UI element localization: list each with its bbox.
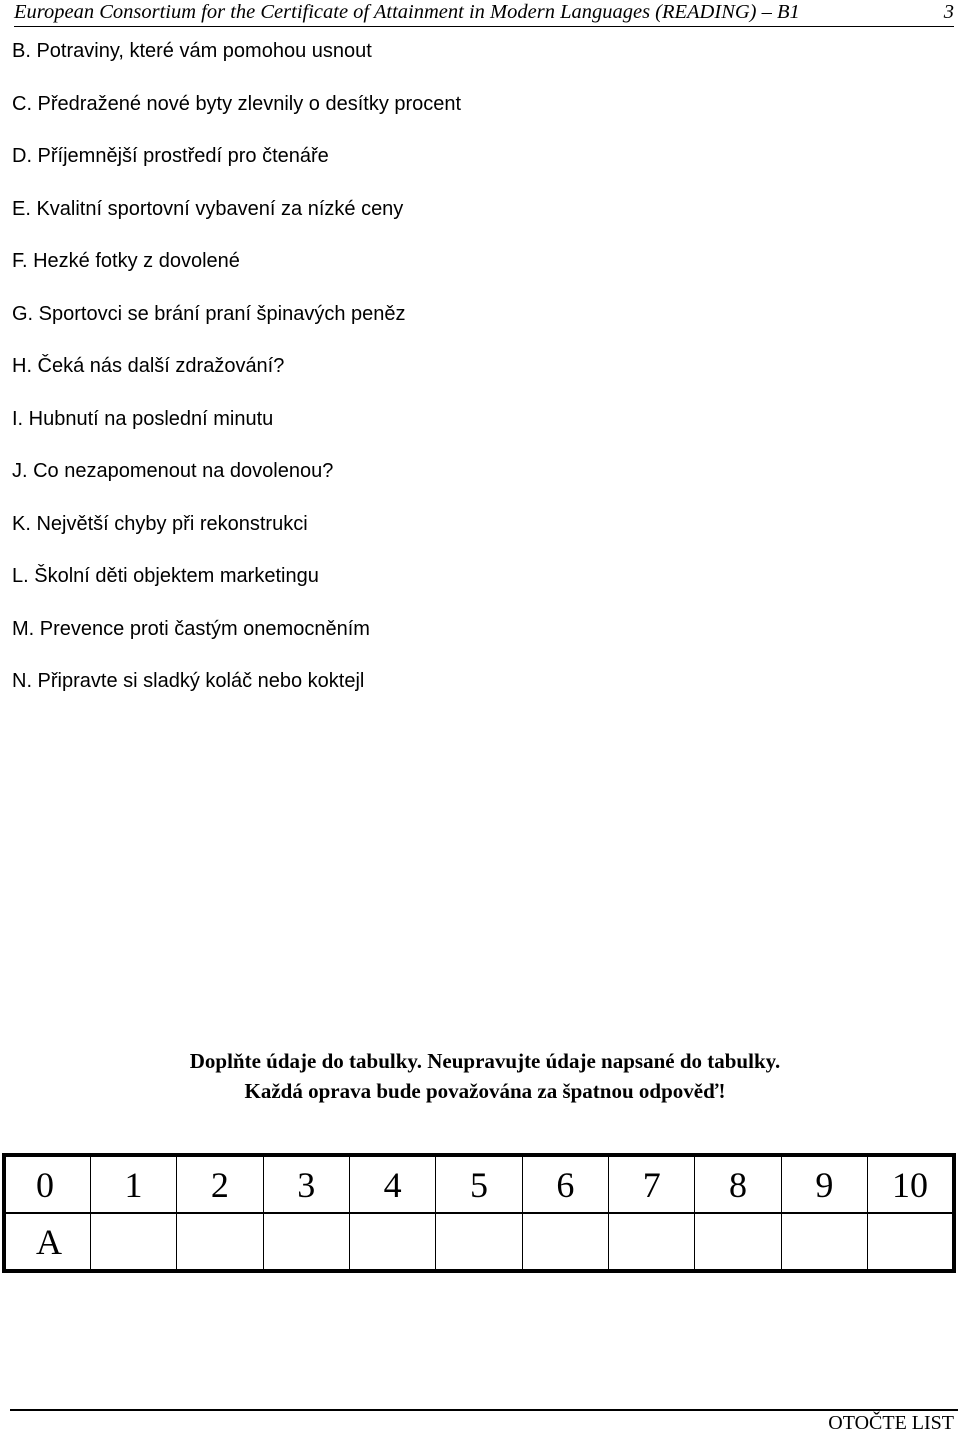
answer-table <box>2 1153 956 1273</box>
question-number-cell: 2 <box>177 1155 263 1213</box>
option-item-n: N. Připravte si sladký koláč nebo koktejl <box>12 670 365 692</box>
answer-cell[interactable] <box>436 1213 522 1271</box>
answer-cell[interactable] <box>868 1213 954 1271</box>
page-header <box>14 0 954 27</box>
instruction-line-1: Doplňte údaje do tabulky. Neupravujte údaje napsané do tabulky. <box>189 1049 781 1073</box>
answer-cell[interactable] <box>695 1213 781 1271</box>
option-item-l: L. Školní děti objektem marketingu <box>12 565 319 587</box>
page-number: 3 <box>943 1 954 23</box>
option-item-m: M. Prevence proti častým onemocněním <box>12 617 370 640</box>
answer-cell[interactable] <box>609 1213 695 1271</box>
option-item-k: K. Největší chyby při rekonstrukci <box>12 512 308 535</box>
question-number-cell: 6 <box>522 1155 608 1213</box>
header-title: European Consortium for the Certificate of Attainment in Modern Languages (READING) – B1 <box>14 1 800 23</box>
answer-cell[interactable] <box>90 1213 176 1271</box>
question-number-cell: 4 <box>349 1155 435 1213</box>
answer-table-header-row <box>4 1155 954 1213</box>
heading-options-list <box>12 36 461 719</box>
question-number-cell: 7 <box>609 1155 695 1213</box>
answer-cell[interactable] <box>781 1213 867 1271</box>
option-item-g: G. Sportovci se brání praní špinavých peněz <box>12 302 406 325</box>
option-item-h: H. Čeká nás další zdražování? <box>12 355 285 377</box>
option-item-f: F. Hezké fotky z dovolené <box>12 250 240 272</box>
example-answer-cell: A <box>4 1213 90 1271</box>
answer-cell[interactable] <box>177 1213 263 1271</box>
answer-cell[interactable] <box>349 1213 435 1271</box>
option-item-e: E. Kvalitní sportovní vybavení za nízké ceny <box>12 197 404 220</box>
option-item-b: B. Potraviny, které vám pomohou usnout <box>12 40 372 62</box>
question-number-cell: 10 <box>868 1155 954 1213</box>
answer-cell[interactable] <box>522 1213 608 1271</box>
question-number-cell: 8 <box>695 1155 781 1213</box>
instruction-line-2: Každá oprava bude považována za špatnou odpověď! <box>244 1079 726 1103</box>
question-number-cell: 9 <box>781 1155 867 1213</box>
instructions <box>0 1046 960 1106</box>
footer-divider <box>10 1409 958 1411</box>
option-item-c: C. Předražené nové byty zlevnily o desítky procent <box>12 92 462 115</box>
question-number-cell: 0 <box>4 1155 90 1213</box>
turn-page-note: OTOČTE LIST <box>828 1412 954 1434</box>
question-number-cell: 5 <box>436 1155 522 1213</box>
answer-table-answer-row <box>4 1213 954 1271</box>
question-number-cell: 1 <box>90 1155 176 1213</box>
answer-cell[interactable] <box>263 1213 349 1271</box>
option-item-i: I. Hubnutí na poslední minutu <box>12 407 274 430</box>
option-item-d: D. Příjemnější prostředí pro čtenáře <box>12 145 329 167</box>
option-item-j: J. Co nezapomenout na dovolenou? <box>12 460 334 482</box>
question-number-cell: 3 <box>263 1155 349 1213</box>
